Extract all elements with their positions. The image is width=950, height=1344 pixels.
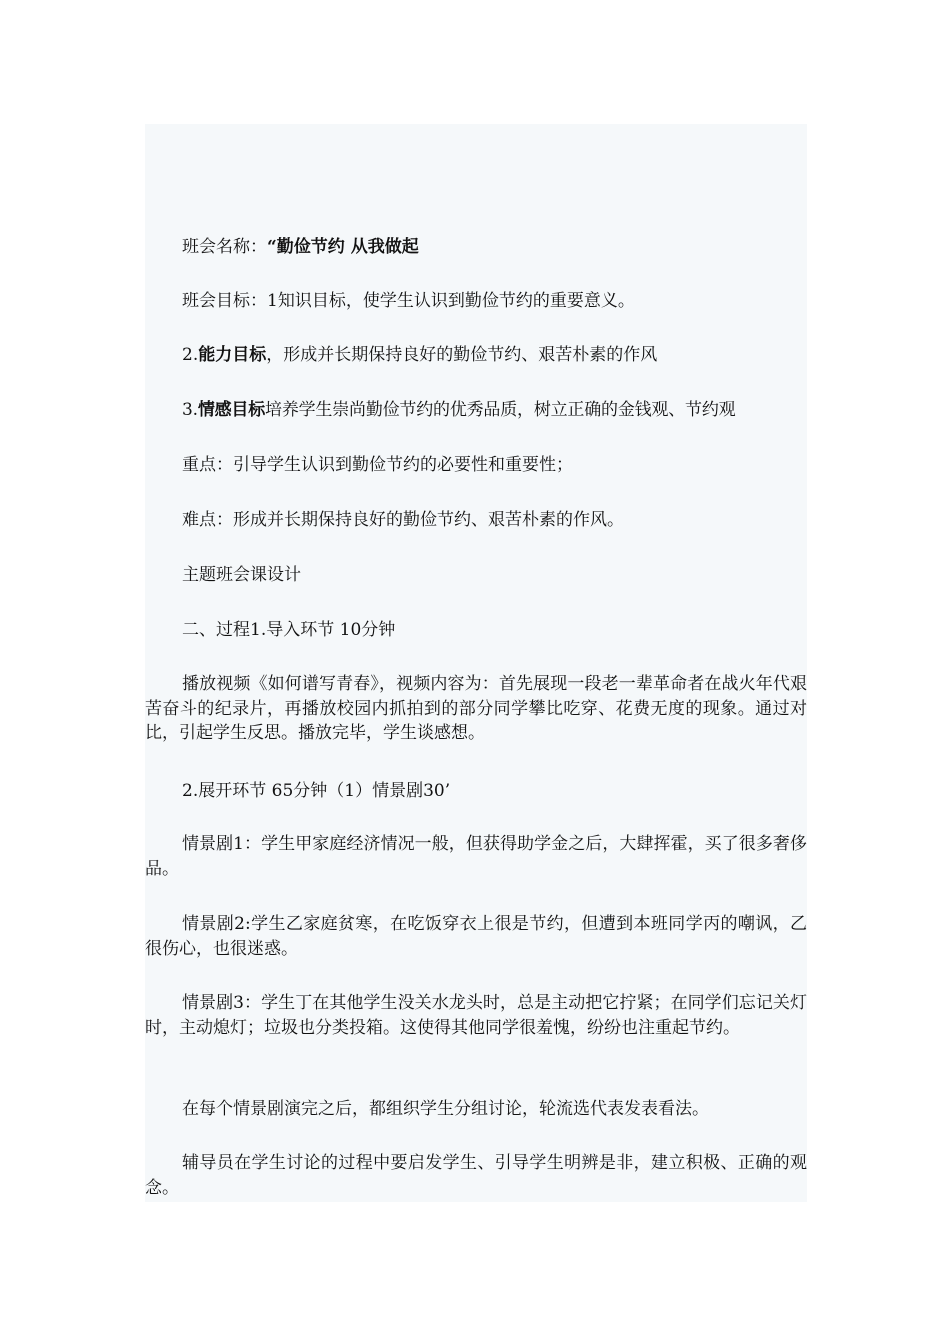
ability-prefix: 2. xyxy=(182,345,199,365)
document-page xyxy=(145,124,807,1202)
ability-goal xyxy=(145,343,807,368)
expand-line: 2.展开环节 65分钟（1）情景剧30’ xyxy=(182,781,451,801)
meeting-title xyxy=(145,235,807,260)
goal-line: 班会目标：1知识目标，使学生认识到勤俭节约的重要意义。 xyxy=(182,291,635,311)
ability-text: ，形成并长期保持良好的勤俭节约、艰苦朴素的作风 xyxy=(266,345,658,365)
title-label: 班会名称： xyxy=(182,237,267,257)
emotion-prefix: 3. xyxy=(182,400,198,420)
counselor-paragraph: 辅导员在学生讨论的过程中要启发学生、引导学生明辨是非，建立积极、正确的观念。 xyxy=(145,1153,807,1198)
process-line: 二、过程1.导入环节 10分钟 xyxy=(182,620,396,640)
scene-2: 情景剧2:学生乙家庭贫寒，在吃饭穿衣上很是节约，但遭到本班同学丙的嘲讽，乙很伤心，也很迷惑。 xyxy=(145,914,807,959)
emotion-text: 培养学生崇尚勤俭节约的优秀品质，树立正确的金钱观、节约观 xyxy=(265,400,736,420)
scene-3: 情景剧3：学生丁在其他学生没关水龙头时，总是主动把它拧紧；在同学们忘记关灯时，主动熄灯；垃圾也分类投箱。这使得其他同学很羞愧，纷纷也注重起节约。 xyxy=(145,993,807,1038)
video-paragraph: 播放视频《如何谱写青春》，视频内容为：首先展现一段老一辈革命者在战火年代艰苦奋斗的纪录片，再播放校园内抓拍到的部分同学攀比吃穿、花费无度的现象。通过对比，引起学生反思。播放完毕，学生谈感想。 xyxy=(145,674,807,743)
emotion-goal xyxy=(145,398,807,423)
difficulty: 难点：形成并长期保持良好的勤俭节约、艰苦朴素的作风。 xyxy=(182,510,624,530)
title-value: “勤俭节约 从我做起 xyxy=(267,237,419,257)
design-heading: 主题班会课设计 xyxy=(182,565,301,585)
ability-label: 能力目标 xyxy=(198,345,267,365)
key-point: 重点：引导学生认识到勤俭节约的必要性和重要性； xyxy=(182,455,573,475)
discussion-paragraph: 在每个情景剧演完之后，都组织学生分组讨论，轮流选代表发表看法。 xyxy=(182,1099,709,1119)
emotion-label: 情感目标 xyxy=(197,400,266,420)
scene-1: 情景剧1：学生甲家庭经济情况一般，但获得助学金之后，大肆挥霍，买了很多奢侈品。 xyxy=(145,834,807,879)
